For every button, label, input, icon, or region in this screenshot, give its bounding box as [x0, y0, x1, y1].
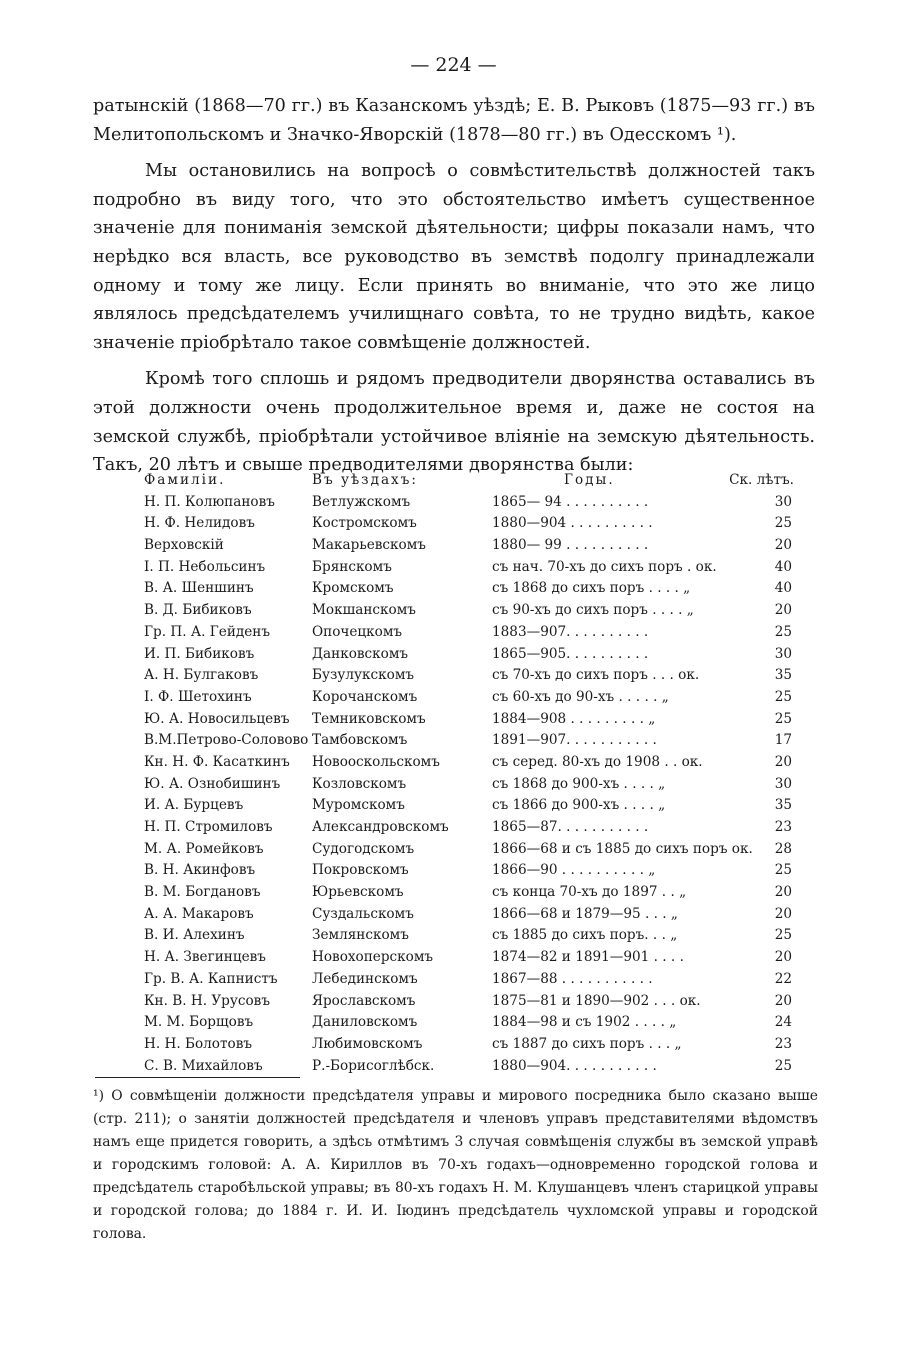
cell-name: Н. Н. Болотовъ	[144, 1035, 252, 1052]
cell-name: Н. П. Колюпановъ	[144, 493, 275, 510]
cell-district: Тамбовскомъ	[312, 732, 408, 749]
footnote: ¹) О совмѣщеніи должности предсѣдателя управы и мирового посредника было сказано выше (стр. 211); о занятіи должностей предсѣдателя и членовъ управъ представителями вѣдомствъ намъ еще придется говорить, а здѣсь отмѣтимъ 3 случая совмѣщенія службы въ земской управѣ и городскимъ головой: А. А. Кириллов въ 70-хъ годахъ—одновременно городской голова и предсѣдатель старобѣльской управы; въ 80-хъ годахъ Н. М. Клушанцевъ членъ старицкой управы и городской голова; до 1884 г. И. И. Іюдинъ предсѣдатель чухломской управы и городской голова.	[93, 1088, 818, 1242]
cell-count: 23	[774, 819, 792, 835]
cell-name: В. М. Богдановъ	[144, 884, 261, 901]
table-row	[144, 535, 794, 557]
cell-years: съ конца 70-хъ до 1897 . . „	[492, 884, 687, 901]
cell-name: В. А. Шеншинъ	[144, 580, 254, 597]
cell-district: Землянскомъ	[312, 927, 409, 944]
cell-district: Макарьевскомъ	[312, 537, 426, 554]
table-row	[144, 513, 794, 535]
cell-name: М. М. Борщовъ	[144, 1014, 254, 1031]
table-row	[144, 817, 794, 839]
cell-count: 35	[774, 667, 792, 684]
table-row	[144, 1056, 794, 1078]
cell-count: 25	[774, 927, 792, 944]
cell-name: М. А. Ромейковъ	[144, 840, 264, 857]
cell-years: 1866—68 и 1879—95 . . . „	[492, 905, 678, 922]
table-header	[144, 470, 794, 492]
cell-name: Гр. В. А. Капнистъ	[144, 970, 278, 987]
cell-years: 1880—904. . . . . . . . . . .	[492, 1057, 657, 1074]
cell-years: 1866—90 . . . . . . . . . . „	[492, 862, 656, 879]
paragraph: ратынскій (1868—70 гг.) въ Казанскомъ уѣздѣ; Е. В. Рыковъ (1875—93 гг.) въ Мелитопольскомъ и Значко-Яворскій (1878—80 гг.) въ Одесскомъ ¹).	[93, 96, 815, 145]
cell-name: В.М.Петрово-Соловово	[144, 732, 309, 749]
table-row	[144, 969, 794, 991]
cell-count: 20	[774, 992, 792, 1009]
table-row	[144, 925, 794, 947]
cell-name: Кн. Н. Ф. Касаткинъ	[144, 753, 290, 770]
table-row	[144, 752, 794, 774]
cell-district: Кромскомъ	[312, 580, 394, 597]
cell-count: 25	[774, 515, 792, 532]
table-row	[144, 600, 794, 622]
cell-count: 20	[774, 949, 792, 966]
footnote-rule	[95, 1077, 300, 1078]
table-row	[144, 991, 794, 1013]
paragraph: Мы остановились на вопросѣ о совмѣстительствѣ должностей такъ подробно въ виду того, что это обстоятельство имѣетъ существенное значеніе для пониманія земской дѣятельности; цифры показали намъ, что нерѣдко вся власть, все руководство въ земствѣ подолгу принадлежали одному и тому же лицу. Если принять во вниманіе, что это же лицо являлось предсѣдателемъ училищнаго совѣта, то не трудно видѣть, какое значеніе пріобрѣтало такое совмѣщеніе должностей.	[93, 161, 815, 353]
cell-district: Юрьевскомъ	[312, 884, 404, 901]
cell-years: съ 90-хъ до сихъ поръ . . . . „	[492, 602, 694, 619]
table-row	[144, 557, 794, 579]
cell-years: 1867—88 . . . . . . . . . . .	[492, 970, 653, 987]
cell-name: В. И. Алехинъ	[144, 927, 245, 944]
cell-years: 1884—908 . . . . . . . . . „	[492, 710, 656, 727]
cell-name: С. В. Михайловъ	[144, 1057, 263, 1074]
cell-district: Новооскольскомъ	[312, 753, 440, 770]
cell-count: 30	[774, 645, 792, 662]
cell-district: Муромскомъ	[312, 797, 405, 814]
cell-district: Любимовскомъ	[312, 1035, 423, 1052]
cell-count: 25	[774, 623, 792, 640]
cell-years: 1883—907. . . . . . . . . .	[492, 623, 649, 640]
cell-name: Н. П. Стромиловъ	[144, 819, 273, 835]
cell-district: Костромскомъ	[312, 515, 417, 532]
cell-years: 1875—81 и 1890—902 . . . ок.	[492, 992, 701, 1009]
cell-years: съ 1885 до сихъ поръ. . . „	[492, 927, 678, 944]
cell-count: 30	[774, 493, 792, 510]
table-row	[144, 774, 794, 796]
cell-district: Козловскомъ	[312, 775, 407, 792]
cell-district: Мокшанскомъ	[312, 602, 416, 619]
cell-years: 1865—87. . . . . . . . . . .	[492, 819, 649, 835]
cell-district: Ветлужскомъ	[312, 493, 411, 510]
table-row	[144, 709, 794, 731]
table-row	[144, 882, 794, 904]
cell-name: А. А. Макаровъ	[144, 905, 254, 922]
cell-years: 1884—98 и съ 1902 . . . . „	[492, 1014, 677, 1031]
cell-count: 20	[774, 753, 792, 770]
cell-name: И. П. Бибиковъ	[144, 645, 255, 662]
cell-name: Ю. А. Ознобишинъ	[144, 775, 281, 792]
cell-years: съ 1868 до 900-хъ . . . . „	[492, 775, 666, 792]
cell-count: 20	[774, 602, 792, 619]
cell-count: 25	[774, 688, 792, 705]
cell-years: съ 1868 до сихъ поръ . . . . „	[492, 580, 691, 597]
cell-district: Корочанскомъ	[312, 688, 418, 705]
table-row	[144, 795, 794, 817]
cell-district: Александровскомъ	[312, 819, 449, 835]
cell-count: 25	[774, 862, 792, 879]
cell-name: Гр. П. А. Гейденъ	[144, 623, 271, 640]
cell-district: Бузулукскомъ	[312, 667, 415, 684]
cell-years: съ 60-хъ до 90-хъ . . . . . „	[492, 688, 669, 705]
cell-district: Темниковскомъ	[312, 710, 426, 727]
cell-district: Данковскомъ	[312, 645, 409, 662]
table-row	[144, 947, 794, 969]
cell-district: Новохоперскомъ	[312, 949, 434, 966]
table-row	[144, 860, 794, 882]
cell-count: 25	[774, 1057, 792, 1074]
cell-count: 30	[774, 775, 792, 792]
cell-district: Лебединскомъ	[312, 970, 418, 987]
cell-years: 1880—904 . . . . . . . . . .	[492, 515, 653, 532]
table-row	[144, 730, 794, 752]
cell-district: Брянскомъ	[312, 558, 392, 575]
cell-years: 1865—905. . . . . . . . . .	[492, 645, 649, 662]
cell-count: 23	[774, 1035, 792, 1052]
table-row	[144, 665, 794, 687]
table-row	[144, 644, 794, 666]
cell-name: І. П. Небольсинъ	[144, 558, 266, 575]
cell-years: съ 1887 до сихъ поръ . . . „	[492, 1035, 682, 1052]
cell-years: съ серед. 80-хъ до 1908 . . ок.	[492, 753, 703, 770]
table-row	[144, 492, 794, 514]
cell-years: съ 1866 до 900-хъ . . . . „	[492, 797, 666, 814]
paragraph: Кромѣ того сплошь и рядомъ предводители дворянства оставались въ этой должности очень продолжительное время и, даже не состоя на земской службѣ, пріобрѣтали устойчивое вліяніе на земскую дѣятельность. Такъ, 20 лѣтъ и свыше предводителями дворянства были:	[93, 369, 815, 476]
cell-count: 22	[774, 970, 792, 987]
header-years: Годы.	[564, 472, 615, 488]
cell-years: съ нач. 70-хъ до сихъ поръ . ок.	[492, 558, 717, 575]
cell-count: 17	[774, 732, 792, 749]
cell-name: Кн. В. Н. Урусовъ	[144, 992, 270, 1009]
cell-name: В. Д. Бибиковъ	[144, 602, 252, 619]
cell-name: Н. А. Звегинцевъ	[144, 949, 266, 966]
cell-name: Н. Ф. Нелидовъ	[144, 515, 255, 532]
cell-years: 1891—907. . . . . . . . . . .	[492, 732, 657, 749]
table-row	[144, 578, 794, 600]
table-row	[144, 1034, 794, 1056]
page-number: — 224 —	[410, 54, 497, 76]
cell-count: 40	[774, 580, 792, 597]
table-row	[144, 622, 794, 644]
table-row	[144, 1012, 794, 1034]
cell-name: Ю. А. Новосильцевъ	[144, 710, 290, 727]
cell-count: 28	[774, 840, 792, 857]
cell-count: 20	[774, 905, 792, 922]
cell-district: Р.-Борисоглѣбск.	[312, 1057, 435, 1074]
cell-years: 1880— 99 . . . . . . . . . .	[492, 537, 649, 554]
cell-district: Суздальскомъ	[312, 905, 414, 922]
cell-name: А. Н. Булгаковъ	[144, 667, 259, 684]
cell-years: 1865— 94 . . . . . . . . . .	[492, 493, 649, 510]
cell-district: Ярославскомъ	[312, 992, 416, 1009]
cell-years: 1866—68 и съ 1885 до сихъ поръ ок.	[492, 840, 753, 857]
header-name: Фамиліи.	[144, 472, 226, 488]
cell-count: 24	[774, 1014, 792, 1031]
cell-name: В. Н. Акинфовъ	[144, 862, 256, 879]
cell-district: Судогодскомъ	[312, 840, 415, 857]
cell-name: І. Ф. Шетохинъ	[144, 688, 252, 705]
cell-district: Даниловскомъ	[312, 1014, 418, 1031]
cell-count: 25	[774, 710, 792, 727]
table-row	[144, 904, 794, 926]
cell-years: 1874—82 и 1891—901 . . . .	[492, 949, 684, 966]
marshals-table	[144, 470, 794, 1077]
cell-name: И. А. Бурцевъ	[144, 797, 244, 814]
cell-district: Покровскомъ	[312, 862, 409, 879]
header-district: Въ уѣздахъ:	[312, 472, 418, 488]
header-count: Ск. лѣтъ.	[729, 472, 794, 488]
body-text	[93, 92, 815, 480]
cell-name: Верховскій	[144, 537, 224, 554]
table-row	[144, 687, 794, 709]
cell-count: 20	[774, 884, 792, 901]
cell-count: 20	[774, 537, 792, 554]
cell-district: Опочецкомъ	[312, 623, 403, 640]
cell-count: 35	[774, 797, 792, 814]
table-row	[144, 839, 794, 861]
cell-count: 40	[774, 558, 792, 575]
cell-years: съ 70-хъ до сихъ поръ . . . ок.	[492, 667, 700, 684]
